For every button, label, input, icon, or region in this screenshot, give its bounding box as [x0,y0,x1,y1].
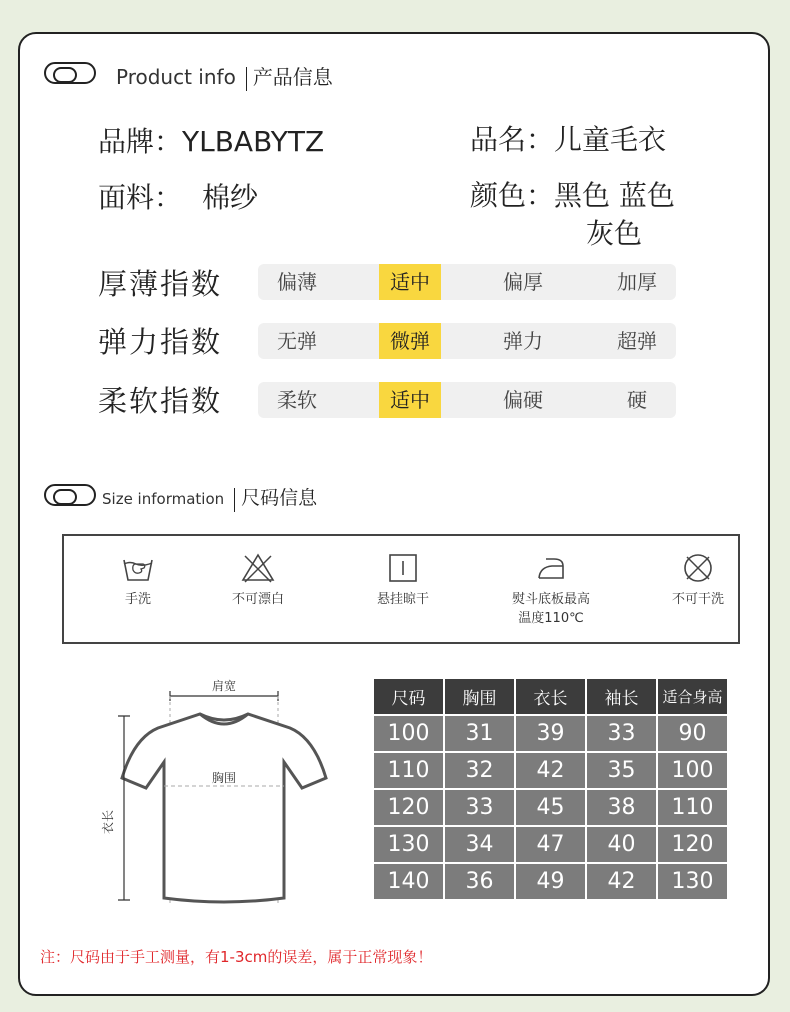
length-header: 衣长 [516,679,585,714]
care-hand-wash [88,536,188,609]
softness-option: 柔软 [277,388,317,412]
length-label: 衣长 [101,809,115,835]
no-bleach-icon [241,552,275,584]
measurement-note: 注：尺码由于手工测量，有1-3cm的误差，属于正常现象！ [40,948,433,966]
care-no-bleach [208,536,308,609]
sleeve-header: 袖长 [587,679,656,714]
iron-icon [534,552,568,584]
table-cell: 33 [587,716,656,751]
table-cell: 38 [587,790,656,825]
thickness-index-bar [258,264,676,300]
table-cell: 90 [658,716,727,751]
color-value: 黑色 蓝色 [554,179,675,212]
elasticity-index-label: 弹力指数 [98,325,223,359]
toggle-pill-icon [44,62,96,84]
product-card [18,32,770,996]
no-tumble-dry-icon [681,552,715,584]
elasticity-option: 无弹 [277,329,317,353]
softness-option: 偏硬 [503,388,543,412]
care-label: 不可干洗 [671,592,724,607]
softness-index-label: 柔软指数 [98,384,223,418]
care-label: 熨斗底板最高 [511,592,590,607]
product-info-title: Product info 产品信息 [116,65,333,89]
thickness-index-label: 厚薄指数 [98,267,223,301]
color-label: 颜色： [470,179,555,212]
thickness-option: 加厚 [617,270,657,294]
table-cell: 130 [658,864,727,899]
height-header: 适合身高 [658,679,727,714]
table-cell: 120 [658,827,727,862]
tshirt-diagram [100,674,340,914]
brand-value: YLBABYTZ [182,125,325,158]
hand-wash-icon [121,552,155,584]
care-instructions [62,534,740,644]
name-label: 品名： [470,123,555,156]
table-cell: 35 [587,753,656,788]
table-cell: 49 [516,864,585,899]
table-cell: 42 [516,753,585,788]
softness-option: 硬 [627,388,647,412]
care-iron [495,536,607,628]
brand-field [98,120,324,160]
table-cell: 45 [516,790,585,825]
size-info-title: Size information 尺码信息 [102,483,317,512]
table-cell: 31 [445,716,514,751]
name-value: 儿童毛衣 [554,123,667,156]
table-cell: 110 [374,753,443,788]
softness-option-selected: 适中 [379,382,441,418]
table-cell: 42 [587,864,656,899]
table-row [374,864,727,899]
care-line-dry [353,536,453,609]
chest-header: 胸围 [445,679,514,714]
table-cell: 40 [587,827,656,862]
care-no-tumble [648,536,748,609]
name-field [470,118,666,158]
care-label: 手洗 [124,592,151,607]
size-header: 尺码 [374,679,443,714]
care-label: 悬挂晾干 [376,592,429,607]
thickness-option-selected: 适中 [379,264,441,300]
table-cell: 33 [445,790,514,825]
material-field [98,176,258,216]
table-row [374,827,727,862]
material-label: 面料： [98,181,183,214]
table-cell: 32 [445,753,514,788]
elasticity-option: 弹力 [503,329,543,353]
material-value: 棉纱 [202,181,259,214]
table-cell: 100 [658,753,727,788]
table-cell: 47 [516,827,585,862]
table-cell: 39 [516,716,585,751]
toggle-pill-icon [44,484,96,506]
care-label-2: 温度110℃ [518,611,584,626]
table-cell: 36 [445,864,514,899]
table-cell: 130 [374,827,443,862]
table-cell: 100 [374,716,443,751]
thickness-option: 偏薄 [277,270,317,294]
table-row [374,790,727,825]
shoulder-label: 肩宽 [211,679,237,693]
chest-label: 胸围 [211,771,237,785]
thickness-option: 偏厚 [503,270,543,294]
color-value-2: 灰色 [586,217,643,250]
size-table-header [374,679,727,714]
table-row [374,716,727,751]
elasticity-option: 超弹 [617,329,657,353]
table-cell: 120 [374,790,443,825]
table-cell: 140 [374,864,443,899]
line-dry-icon [386,552,420,584]
table-row [374,753,727,788]
table-cell: 110 [658,790,727,825]
table-cell: 34 [445,827,514,862]
care-label: 不可漂白 [231,592,284,607]
elasticity-index-bar [258,323,676,359]
size-table [372,677,729,901]
softness-index-bar [258,382,676,418]
brand-label: 品牌： [98,125,183,158]
color-field [470,174,675,214]
elasticity-option-selected: 微弹 [379,323,441,359]
